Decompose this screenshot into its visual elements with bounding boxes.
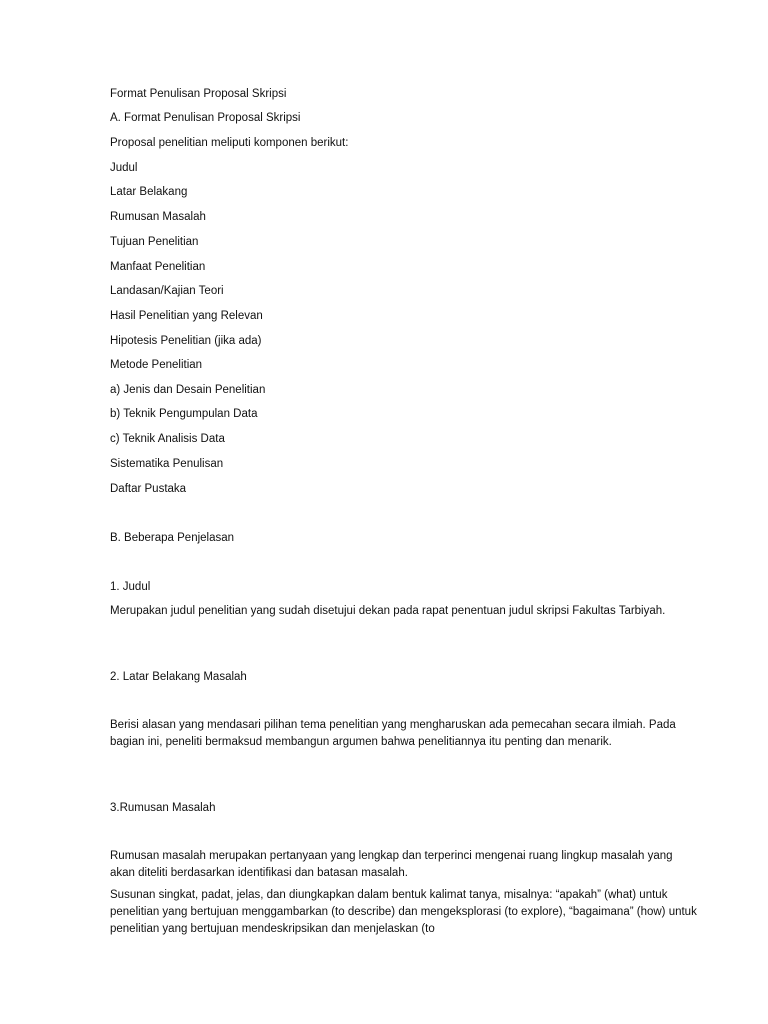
list-item: Sistematika Penulisan: [110, 458, 224, 470]
judul-paragraph: Merupakan judul penelitian yang sudah disetujui dekan pada rapat penentuan judul skripsi Fakultas Tarbiyah.: [110, 605, 666, 617]
rumusan-paragraph-1: Rumusan masalah merupakan pertanyaan yang lengkap dan terperinci mengenai ruang lingkup masalah yang akan diteliti berdasarkan identifikasi dan batasan masalah.: [110, 850, 673, 879]
list-item: Judul: [110, 162, 138, 174]
intro-text: Proposal penelitian meliputi komponen berikut:: [110, 137, 349, 149]
list-item: a) Jenis dan Desain Penelitian: [110, 384, 266, 396]
list-item: Rumusan Masalah: [110, 211, 206, 223]
list-item: Latar Belakang: [110, 186, 188, 198]
list-item: Landasan/Kajian Teori: [110, 285, 224, 297]
list-item: Hasil Penelitian yang Relevan: [110, 310, 263, 322]
list-item: Metode Penelitian: [110, 359, 203, 371]
list-item: Manfaat Penelitian: [110, 261, 206, 273]
list-item: Daftar Pustaka: [110, 483, 187, 495]
list-item: b) Teknik Pengumpulan Data: [110, 408, 258, 420]
rumusan-heading: 3.Rumusan Masalah: [110, 802, 216, 814]
list-item: c) Teknik Analisis Data: [110, 433, 225, 445]
list-item: Hipotesis Penelitian (jika ada): [110, 335, 262, 347]
list-item: Tujuan Penelitian: [110, 236, 199, 248]
latar-heading: 2. Latar Belakang Masalah: [110, 671, 247, 683]
section-b-heading: B. Beberapa Penjelasan: [110, 532, 235, 544]
document-title: Format Penulisan Proposal Skripsi: [110, 88, 287, 100]
latar-paragraph: Berisi alasan yang mendasari pilihan tema penelitian yang mengharuskan ada pemecahan secara ilmiah. Pada bagian ini, peneliti bermaksud membangun argumen bahwa penelitiannya itu penting dan menarik.: [110, 719, 676, 748]
section-a-heading: A. Format Penulisan Proposal Skripsi: [110, 112, 301, 124]
judul-heading: 1. Judul: [110, 581, 151, 593]
rumusan-paragraph-2: Susunan singkat, padat, jelas, dan diungkapkan dalam bentuk kalimat tanya, misalnya: “apakah” (what) untuk penelitian yang bertujuan menggambarkan (to describe) dan mengeksplorasi (to explore), “bagaimana” (how) untuk penelitian yang bertujuan mendeskripsikan dan menjelaskan (to: [110, 889, 697, 935]
